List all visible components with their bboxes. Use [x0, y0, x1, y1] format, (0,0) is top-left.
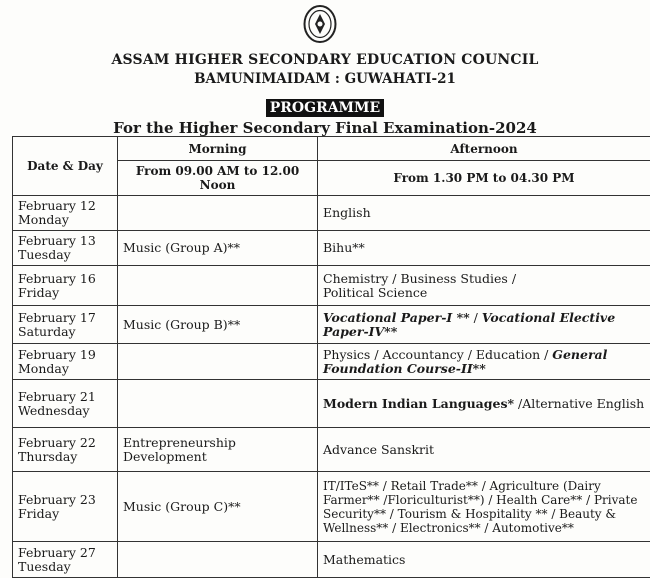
- afternoon-cell: [318, 344, 650, 380]
- table-row: [13, 542, 650, 578]
- day-text: Monday: [18, 212, 69, 227]
- date-cell: [13, 306, 118, 344]
- date-cell: [13, 344, 118, 380]
- date-text: February 27: [18, 545, 96, 560]
- morning-cell: Music (Group B)**: [118, 306, 318, 344]
- date-text: February 22: [18, 435, 96, 450]
- date-cell: [13, 542, 118, 578]
- date-cell: [13, 231, 118, 266]
- exam-title: For the Higher Secondary Final Examination-2024: [0, 119, 650, 137]
- afternoon-cell: [318, 266, 650, 306]
- header-morning: Morning: [118, 137, 318, 161]
- header-date-day: Date & Day: [13, 137, 118, 196]
- afternoon-time: From 1.30 PM to 04.30 PM: [318, 161, 650, 196]
- date-text: February 16: [18, 271, 96, 286]
- date-cell: [13, 472, 118, 542]
- afternoon-text-2: General Foundation Course-II**: [323, 347, 607, 376]
- date-cell: [13, 266, 118, 306]
- day-text: Monday: [18, 361, 69, 376]
- day-text: Tuesday: [18, 559, 71, 574]
- afternoon-cell: [318, 306, 650, 344]
- table-header-row: [13, 137, 650, 161]
- afternoon-cell: English: [318, 196, 650, 231]
- date-text: February 17: [18, 310, 96, 325]
- exam-schedule-table: [12, 136, 650, 578]
- afternoon-text: Modern Indian Languages*: [323, 396, 514, 411]
- morning-cell: [118, 380, 318, 428]
- morning-cell: [118, 344, 318, 380]
- table-row: [13, 306, 650, 344]
- table-row: [13, 196, 650, 231]
- afternoon-text: Physics / Accountancy / Education /: [323, 347, 552, 362]
- afternoon-separator: /: [470, 310, 482, 325]
- day-text: Wednesday: [18, 403, 90, 418]
- council-seal-icon: [303, 4, 337, 44]
- date-text: February 21: [18, 389, 96, 404]
- afternoon-cell: Mathematics: [318, 542, 650, 578]
- morning-cell: [118, 542, 318, 578]
- table-row: [13, 266, 650, 306]
- morning-cell: Music (Group C)**: [118, 472, 318, 542]
- afternoon-cell: [318, 380, 650, 428]
- afternoon-text-2: /Alternative English: [514, 396, 644, 411]
- table-row: [13, 428, 650, 472]
- programme-label: PROGRAMME: [266, 99, 384, 117]
- table-row: [13, 344, 650, 380]
- council-address: BAMUNIMAIDAM : GUWAHATI-21: [0, 71, 650, 87]
- afternoon-text-line2: Political Science: [323, 285, 427, 300]
- table-row: [13, 231, 650, 266]
- morning-cell: [118, 266, 318, 306]
- afternoon-cell: IT/ITeS** / Retail Trade** / Agriculture (Dairy Farmer** /Floriculturist**) / Health Care** / Private Security** / Tourism & Hospitality ** / Beauty & Wellness** / Electronics** / Automotive**: [318, 472, 650, 542]
- afternoon-cell: Bihu**: [318, 231, 650, 266]
- day-text: Friday: [18, 506, 59, 521]
- date-text: February 13: [18, 233, 96, 248]
- afternoon-text-2: Vocational Elective Paper-IV**: [323, 310, 615, 339]
- table-row: [13, 380, 650, 428]
- date-text: February 19: [18, 347, 96, 362]
- header-afternoon: Afternoon: [318, 137, 650, 161]
- morning-cell: Music (Group A)**: [118, 231, 318, 266]
- afternoon-text: Chemistry / Business Studies /: [323, 271, 516, 286]
- council-name: ASSAM HIGHER SECONDARY EDUCATION COUNCIL: [0, 52, 650, 68]
- date-text: February 12: [18, 198, 96, 213]
- table-row: [13, 472, 650, 542]
- day-text: Friday: [18, 285, 59, 300]
- programme-heading: [0, 97, 650, 116]
- date-cell: [13, 380, 118, 428]
- date-cell: [13, 428, 118, 472]
- date-cell: [13, 196, 118, 231]
- day-text: Thursday: [18, 449, 77, 464]
- date-text: February 23: [18, 492, 96, 507]
- afternoon-cell: Advance Sanskrit: [318, 428, 650, 472]
- morning-time: From 09.00 AM to 12.00 Noon: [118, 161, 318, 196]
- afternoon-text: Vocational Paper-I **: [323, 310, 470, 325]
- morning-cell: Entrepreneurship Development: [118, 428, 318, 472]
- day-text: Saturday: [18, 324, 76, 339]
- day-text: Tuesday: [18, 247, 71, 262]
- morning-cell: [118, 196, 318, 231]
